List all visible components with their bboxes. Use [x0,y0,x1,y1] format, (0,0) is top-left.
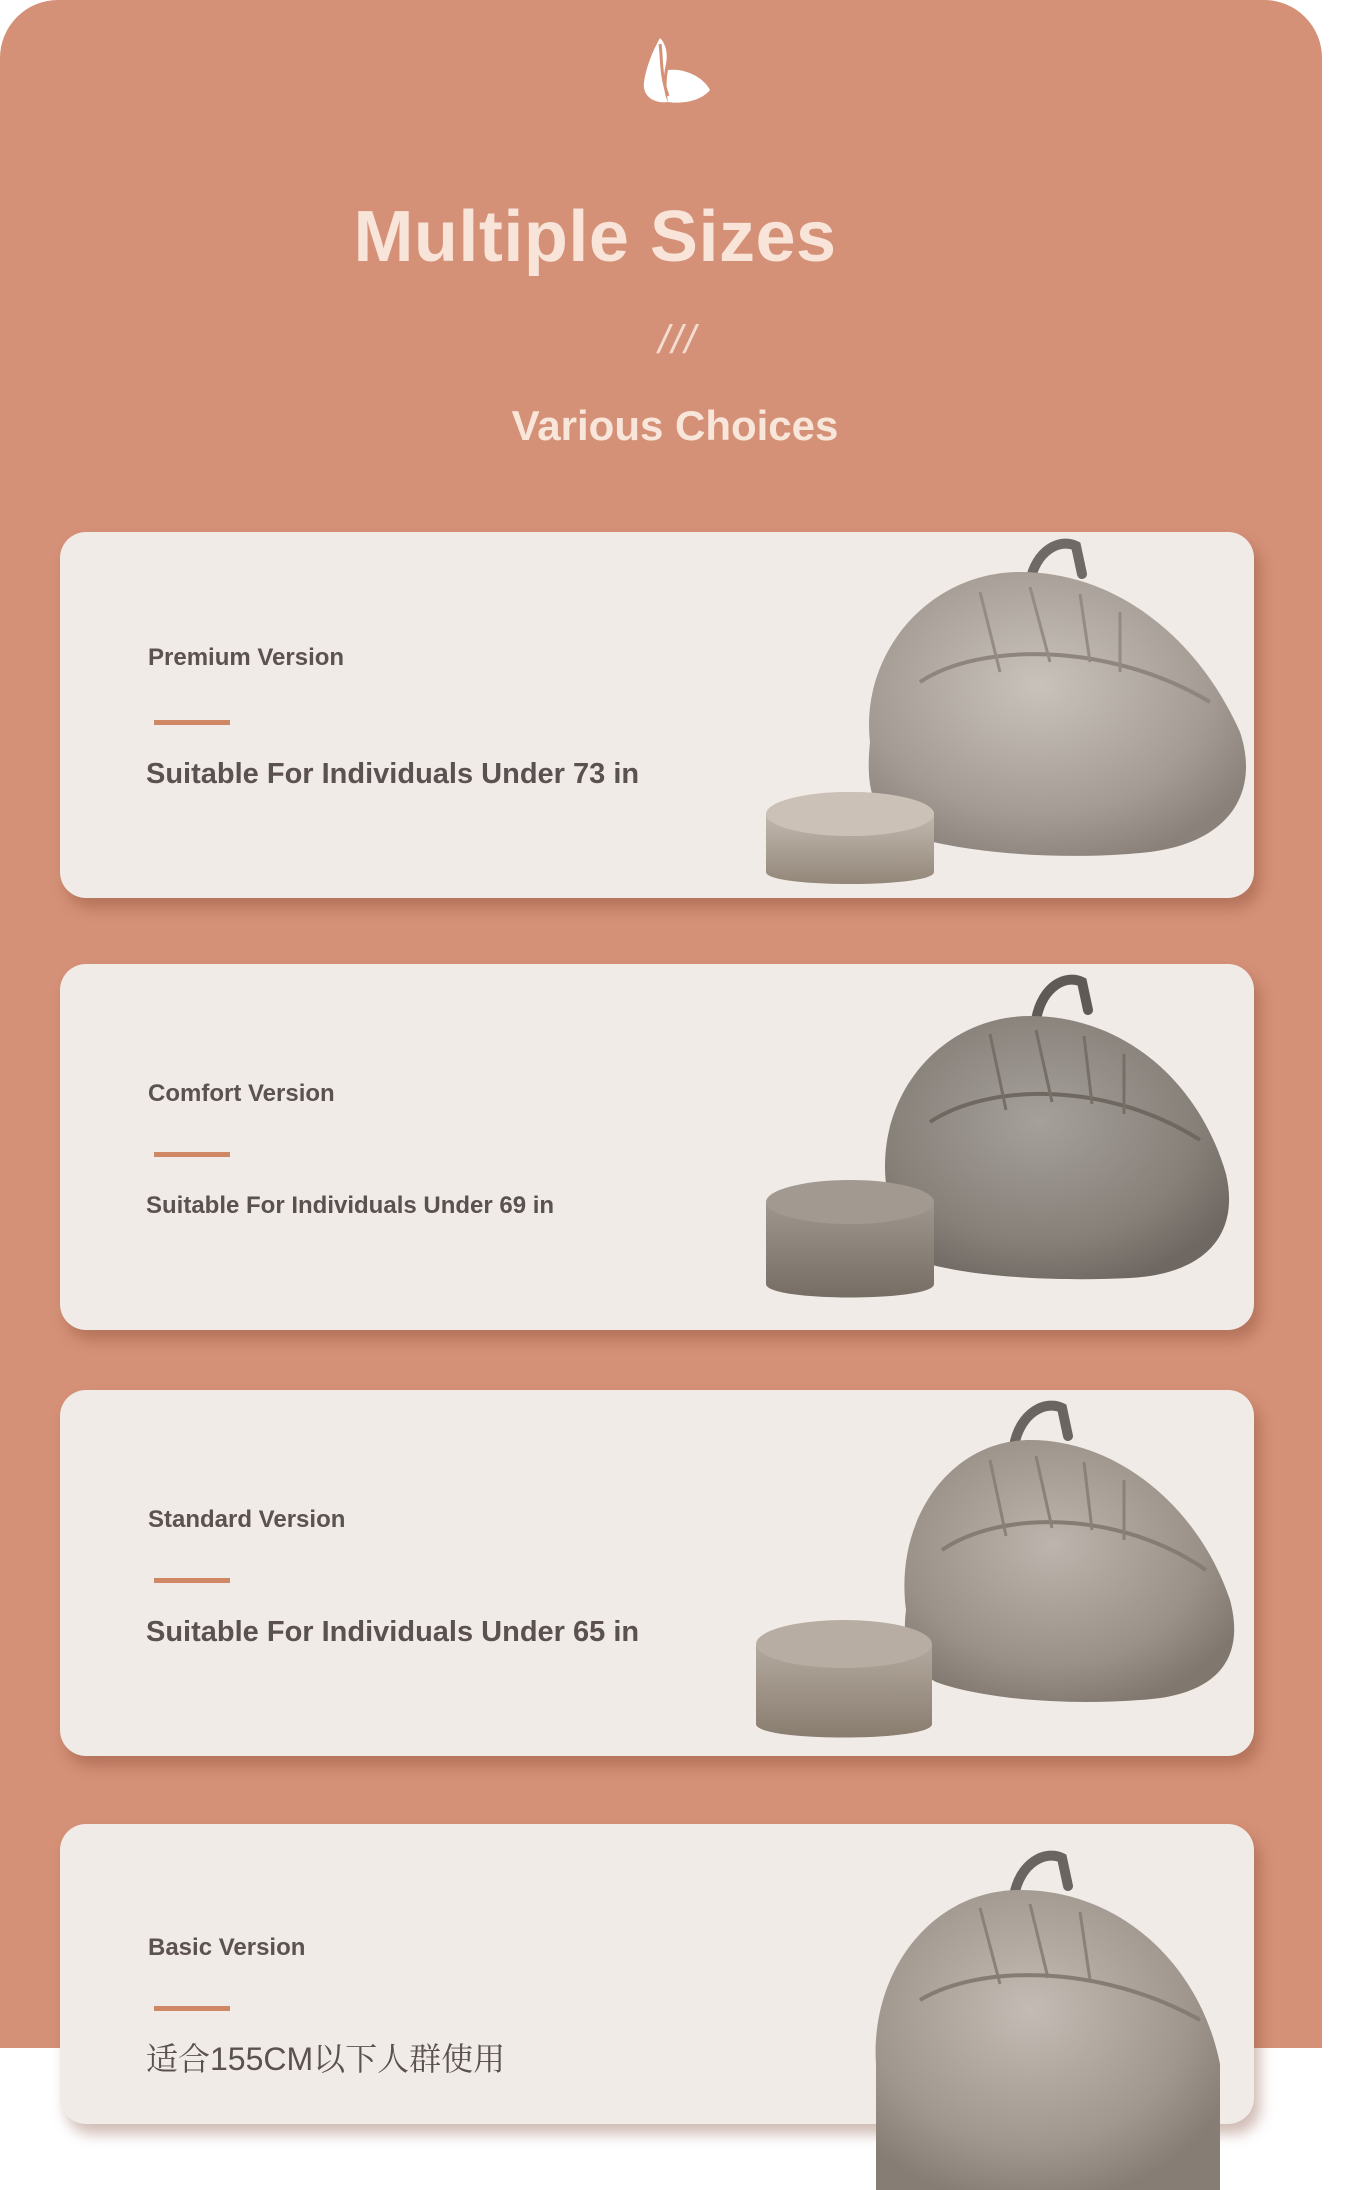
bean-bag-chair-icon [680,1824,1254,2190]
title-divider: /// [658,318,698,362]
brand-logo-icon [638,34,714,110]
bean-bag-chair-icon [680,1390,1254,1756]
card-version-name: Comfort Version [148,1080,335,1107]
card-size-description: Suitable For Individuals Under 69 in [146,1192,555,1219]
size-card-basic[interactable] [60,1824,1254,2124]
card-version-name: Basic Version [148,1934,306,1961]
card-size-description: Suitable For Individuals Under 65 in [146,1616,640,1648]
card-version-name: Standard Version [148,1506,346,1533]
card-size-description: 适合155CM以下人群使用 [146,2041,506,2077]
bean-bag-chair-icon [680,532,1254,898]
card-version-name: Premium Version [148,644,345,671]
card-size-description: Suitable For Individuals Under 73 in [146,758,640,790]
size-card-comfort[interactable] [60,964,1254,1330]
bean-bag-chair-icon [680,964,1254,1330]
page-subtitle: Various Choices [511,402,839,449]
size-card-standard[interactable] [60,1390,1254,1756]
card-accent-line [154,1578,230,1583]
card-accent-line [154,720,230,725]
page-title: Multiple Sizes [353,197,837,277]
card-accent-line [154,2006,230,2011]
size-card-premium[interactable] [60,532,1254,898]
card-accent-line [154,1152,230,1157]
